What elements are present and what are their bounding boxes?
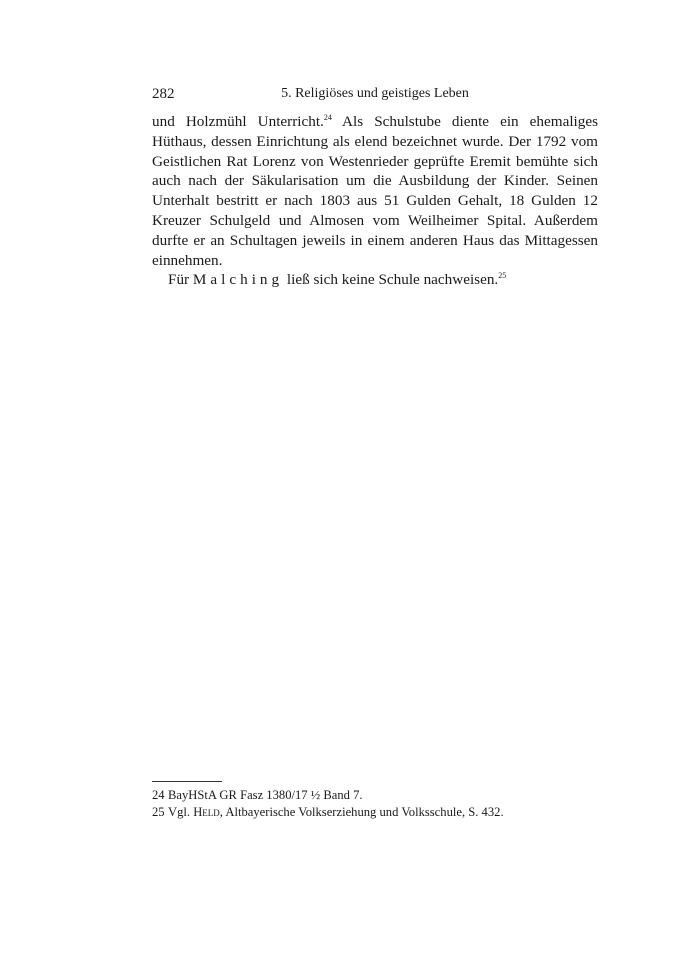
paragraph-1-text-b: Als Schulstube diente ein ehemaliges Hüthaus, dessen Einrichtung als elend bezeichnet wurde. Der 1792 vom Geistlichen Rat Lorenz von Westenrieder geprüfte Eremit bemühte sich auch nach der Säkularisation um die Ausbildung der Kinder. Seinen Unterhalt bestritt er nach 1803 aus 51 Gulden Gehalt, 18 Gulden 12 Kreuzer Schulgeld und Almosen vom Weilheimer Spital. Außerdem durfte er an Schultagen jeweils in einem anderen Haus das Mittagessen einnehmen. xyxy=(152,113,599,269)
footnote-number: 24 xyxy=(152,788,165,802)
paragraph-2 xyxy=(152,270,598,290)
footnote-ref-25[interactable]: 25 xyxy=(498,271,507,281)
paragraph-2-text-a: Für xyxy=(168,271,193,289)
place-name-malching: Malching xyxy=(192,271,284,289)
footnote-number: 25 xyxy=(152,805,165,819)
paragraph-2-text-b: ließ sich keine Schule nachweisen. xyxy=(283,271,499,289)
footnote-text-prefix: Vgl. xyxy=(168,805,194,819)
footnote-divider xyxy=(152,781,222,782)
footnote-text: BayHStA GR Fasz 1380/17 ½ Band 7. xyxy=(168,788,363,802)
paragraph-1-text-a: und Holzmühl Unterricht. xyxy=(152,113,324,130)
footnote-author: Held xyxy=(193,805,220,819)
paragraph-1 xyxy=(152,112,598,270)
footnote-24 xyxy=(152,787,598,804)
running-head: 5. Religiöses und geistiges Leben xyxy=(281,86,469,101)
footnotes xyxy=(152,787,598,821)
footnote-ref-24[interactable]: 24 xyxy=(323,113,332,122)
footnote-25 xyxy=(152,804,598,821)
page-number: 282 xyxy=(152,86,175,102)
footnote-text-suffix: , Altbayerische Volkserziehung und Volksschule, S. 432. xyxy=(219,805,504,819)
body-text xyxy=(152,112,598,290)
